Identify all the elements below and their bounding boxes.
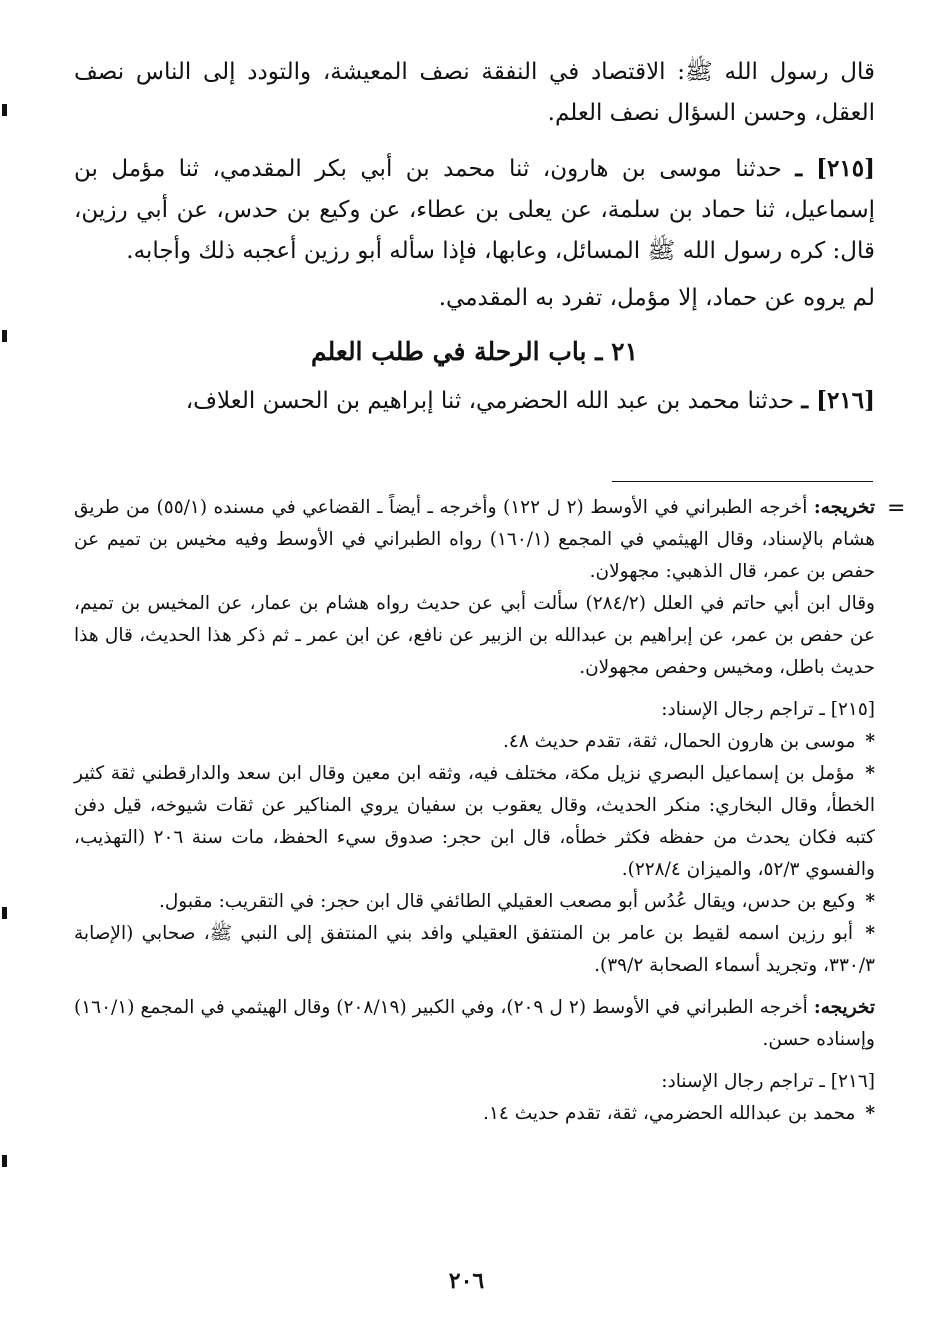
tarajim-215-label: [٢١٥] ـ تراجم رجال الإسناد:: [661, 699, 875, 720]
narrator-entry: [74, 758, 875, 886]
scan-edge-mark: [2, 104, 7, 116]
opening-paragraph: قال رسول الله ﷺ: الاقتصاد في النفقة نصف المعيشة، والتودد إلى الناس نصف العقل، وحسن السؤال نصف العلم.: [74, 59, 875, 126]
scan-edge-mark: [2, 1155, 7, 1167]
narrator-text: أبو رزين اسمه لقيط بن عامر بن المنتفق العقيلي وافد بني المنتفق إلى النبي ﷺ، صحابي (الإصابة ٣٣٠/٣، وتجريد أسماء الصحابة ٣٩/٢).: [74, 923, 875, 976]
scan-edge-mark: [2, 330, 7, 342]
takhrij-215: [74, 492, 875, 588]
footnote-divider: [612, 481, 873, 482]
takhrij-label: تخريجه:: [813, 997, 875, 1018]
hadith-215-text: حدثنا موسى بن هارون، ثنا محمد بن أبي بكر المقدمي، ثنا مؤمل بن إسماعيل، ثنا حماد بن سلمة، عن يعلى بن عطاء، عن وكيع بن حدس، عن أبي رزين، قال: كره رسول الله ﷺ المسائل، وعابها، فإذا سأله أبو رزين أعجبه ذلك وأجابه.: [74, 156, 875, 264]
narrator-text: وكيع بن حدس، ويقال عُدُس أبو مصعب العقيلي الطائفي قال ابن حجر: في التقريب: مقبول.: [158, 891, 856, 912]
hadith-215: [74, 148, 875, 272]
footnotes: [74, 492, 875, 1130]
narrator-entry: [74, 1098, 875, 1130]
bullet-star-icon: *: [865, 731, 875, 752]
narrator-text: محمد بن عبدالله الحضرمي، ثقة، تقدم حديث ١٤.: [483, 1103, 856, 1124]
scan-edge-mark: [2, 907, 7, 919]
narrator-entry: [74, 726, 875, 758]
ilal-quote: وقال ابن أبي حاتم في العلل (٢٨٤/٢) سألت أبي عن حديث رواه هشام بن عمار، عن المخيس بن تميم، عن حفص بن عمر، عن إبراهيم بن عبدالله بن الزبير عن نافع، عن ابن عمر ـ ثم ذكر هذا الحديث، قال هذا حديث باطل، ومخيس وحفص مجهولان.: [74, 593, 875, 678]
bullet-star-icon: *: [865, 763, 875, 784]
takhrij-label: تخريجه:: [813, 497, 876, 518]
narrator-text: موسى بن هارون الحمال، ثقة، تقدم حديث ٤٨.: [503, 731, 856, 752]
continuation-mark: =: [887, 496, 906, 521]
bullet-star-icon: *: [865, 891, 875, 912]
page-number: ٢٠٦: [448, 1268, 485, 1294]
hadith-215-remark: لم يروه عن حماد، إلا مؤمل، تفرد به المقدمي.: [438, 285, 875, 311]
narrator-text: مؤمل بن إسماعيل البصري نزيل مكة، مختلف فيه، وثقه ابن معين وقال ابن سعد والدارقطني ثقة كثير الخطأ، وقال البخاري: منكر الحديث، وقال يعقوب بن سفيان يروي المناكير عن ثقات شيوخه، قيل دفن كتبه فكان يحدث من حفظه فكثر خطأه، قال ابن حجر: صدوق سيء الحفظ، مات سنة ٢٠٦ (التهذيب، والفسوي ٥٢/٣، والميزان ٢٢٨/٤).: [74, 763, 875, 880]
chapter-heading: ٢١ ـ باب الرحلة في طلب العلم: [310, 337, 639, 366]
takhrij-text: أخرجه الطبراني في الأوسط (٢ ل ١٢٢) وأخرجه ـ أيضاً ـ القضاعي في مسنده (٥٥/١) من طريق هشام بالإسناد، وقال الهيثمي في المجمع (١٦٠/١) رواه الطبراني في الأوسط وفيه مخيس بن تميم عن حفص بن عمر، قال الذهبي: مجهولان.: [74, 497, 875, 582]
bullet-star-icon: *: [865, 1103, 875, 1124]
hadith-216-text: حدثنا محمد بن عبد الله الحضرمي، ثنا إبراهيم بن الحسن العلاف،: [185, 388, 795, 414]
takhrij-215b: [74, 992, 875, 1056]
tarajim-216-label: [٢١٦] ـ تراجم رجال الإسناد:: [661, 1071, 875, 1092]
hadith-215-number: [٢١٥] ـ: [795, 155, 875, 182]
narrator-entry: [74, 886, 875, 918]
hadith-216: [74, 380, 875, 422]
hadith-216-number: [٢١٦] ـ: [801, 387, 875, 414]
takhrij-text: أخرجه الطبراني في الأوسط (٢ ل ٢٠٩)، وفي الكبير (٢٠٨/١٩) وقال الهيثمي في المجمع (١٦٠/١) وإسناده حسن.: [74, 997, 875, 1050]
main-text: [74, 52, 875, 422]
narrator-entry: [74, 918, 875, 982]
bullet-star-icon: *: [865, 923, 875, 944]
